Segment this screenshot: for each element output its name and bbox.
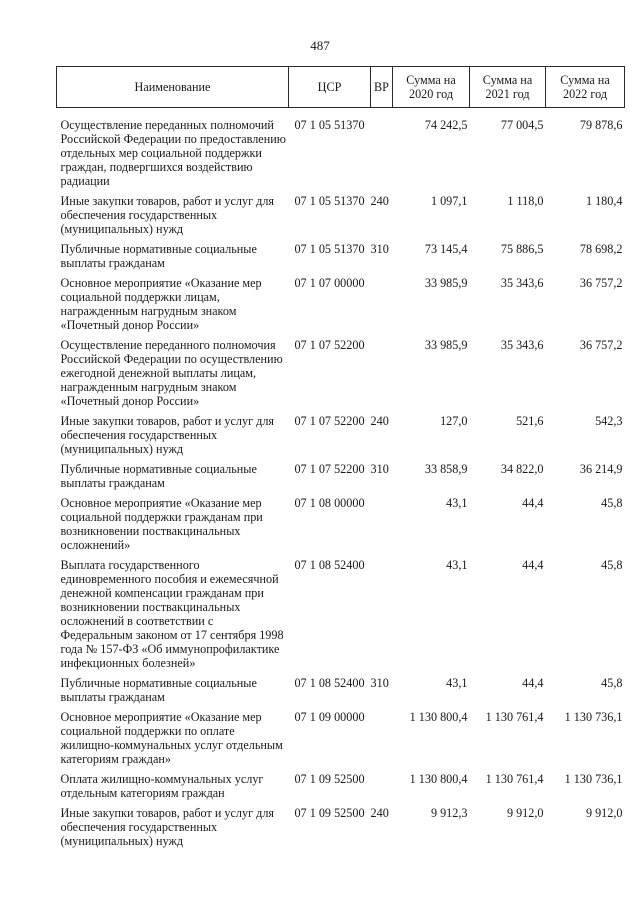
row-vr	[371, 496, 393, 558]
row-2021: 44,4	[522, 496, 544, 510]
row-2020: 33 858,9	[424, 462, 468, 476]
table-body	[57, 108, 625, 855]
row-2022: 78 698,2	[579, 242, 623, 256]
row-name: Публичные нормативные социальные выплаты гражданам	[60, 242, 257, 270]
row-name: Основное мероприятие «Оказание мер социальной поддержки гражданам при возникновении поствакцинальных осложнений»	[60, 496, 263, 552]
row-2022: 1 180,4	[585, 194, 623, 208]
table-row	[57, 496, 625, 558]
row-2020: 127,0	[440, 414, 468, 428]
header-2020: Сумма на 2020 год	[393, 67, 470, 108]
row-vr: 240	[370, 414, 389, 428]
row-csr: 07 1 07 52200	[294, 338, 365, 352]
row-2021: 75 886,5	[500, 242, 544, 256]
row-vr: 310	[370, 676, 389, 690]
row-2020: 1 097,1	[430, 194, 468, 208]
row-2022: 1 130 736,1	[564, 710, 623, 724]
row-2020: 73 145,4	[424, 242, 468, 256]
row-2021: 77 004,5	[500, 118, 544, 132]
row-2022: 9 912,0	[585, 806, 623, 820]
row-2022: 79 878,6	[579, 118, 623, 132]
header-2022: Сумма на 2022 год	[546, 67, 625, 108]
table-row	[57, 806, 625, 854]
row-vr: 310	[370, 462, 389, 476]
row-csr: 07 1 08 52400	[294, 676, 365, 690]
row-2020: 74 242,5	[424, 118, 468, 132]
row-2020: 1 130 800,4	[409, 710, 468, 724]
row-name: Основное мероприятие «Оказание мер социальной поддержки лицам, награжденным нагрудным знаком «Почетный донор России»	[60, 276, 262, 332]
row-vr	[371, 558, 393, 676]
row-csr: 07 1 05 51370	[294, 242, 365, 256]
row-2020: 1 130 800,4	[409, 772, 468, 786]
row-csr: 07 1 09 52500	[294, 806, 365, 820]
table-row	[57, 242, 625, 276]
row-2022: 45,8	[601, 496, 623, 510]
row-2021: 44,4	[522, 558, 544, 572]
row-2020: 9 912,3	[430, 806, 468, 820]
row-csr: 07 1 09 00000	[294, 710, 365, 724]
table-row	[57, 462, 625, 496]
row-csr: 07 1 05 51370	[294, 118, 365, 132]
row-name: Выплата государственного единовременного пособия и ежемесячной денежной компенсации гражданам при возникновении поствакцинальных осложнений в соответствии с Федеральным законом от 17 сентября 1998 года № 157-ФЗ «Об иммунопрофилактике инфекционных болезней»	[60, 558, 284, 670]
row-2021: 35 343,6	[500, 276, 544, 290]
table-header-row	[57, 67, 625, 108]
row-vr	[371, 710, 393, 772]
table-row	[57, 108, 625, 195]
table-row	[57, 276, 625, 338]
header-2021: Сумма на 2021 год	[470, 67, 546, 108]
header-name: Наименование	[57, 67, 289, 108]
row-2020: 43,1	[446, 676, 468, 690]
row-name: Осуществление переданного полномочия Российской Федерации по осуществлению ежегодной денежной выплаты лицам, награжденным нагрудным знаком «Почетный донор России»	[60, 338, 283, 408]
row-name: Основное мероприятие «Оказание мер социальной поддержки по оплате жилищно-коммунальных услуг отдельным категориям граждан»	[60, 710, 283, 766]
header-csr: ЦСР	[289, 67, 371, 108]
row-2020: 43,1	[446, 496, 468, 510]
row-2021: 521,6	[516, 414, 544, 428]
row-csr: 07 1 09 52500	[294, 772, 365, 786]
row-csr: 07 1 07 52200	[294, 462, 365, 476]
row-csr: 07 1 08 00000	[294, 496, 365, 510]
row-name: Оплата жилищно-коммунальных услуг отдельным категориям граждан	[60, 772, 264, 800]
budget-table	[56, 66, 625, 854]
row-name: Иные закупки товаров, работ и услуг для обеспечения государственных (муниципальных) нужд	[60, 806, 275, 848]
table-row	[57, 414, 625, 462]
table-row	[57, 710, 625, 772]
row-2021: 1 130 761,4	[485, 710, 544, 724]
table-row	[57, 194, 625, 242]
row-2022: 36 214,9	[579, 462, 623, 476]
row-2021: 44,4	[522, 676, 544, 690]
table-row	[57, 772, 625, 806]
row-name: Осуществление переданных полномочий Российской Федерации по предоставлению отдельных мер социальной поддержки граждан, подвергшихся воздействию радиации	[60, 118, 286, 188]
row-name: Иные закупки товаров, работ и услуг для обеспечения государственных (муниципальных) нужд	[60, 194, 275, 236]
row-2020: 33 985,9	[424, 338, 468, 352]
row-vr	[371, 772, 393, 806]
row-csr: 07 1 08 52400	[294, 558, 365, 572]
row-vr: 240	[370, 806, 389, 820]
row-vr: 240	[370, 194, 389, 208]
row-2022: 45,8	[601, 676, 623, 690]
row-2021: 9 912,0	[506, 806, 544, 820]
row-2022: 45,8	[601, 558, 623, 572]
row-vr	[371, 276, 393, 338]
row-2022: 1 130 736,1	[564, 772, 623, 786]
row-vr	[371, 108, 393, 195]
row-csr: 07 1 07 52200	[294, 414, 365, 428]
table-row	[57, 338, 625, 414]
table-row	[57, 676, 625, 710]
row-2021: 1 118,0	[507, 194, 544, 208]
row-name: Публичные нормативные социальные выплаты гражданам	[60, 462, 257, 490]
row-2020: 33 985,9	[424, 276, 468, 290]
header-vr: ВР	[371, 67, 393, 108]
row-2022: 36 757,2	[579, 276, 623, 290]
row-2020: 43,1	[446, 558, 468, 572]
row-vr: 310	[370, 242, 389, 256]
row-csr: 07 1 05 51370	[294, 194, 365, 208]
row-name: Иные закупки товаров, работ и услуг для обеспечения государственных (муниципальных) нужд	[60, 414, 275, 456]
row-csr: 07 1 07 00000	[294, 276, 365, 290]
row-2022: 36 757,2	[579, 338, 623, 352]
row-name: Публичные нормативные социальные выплаты гражданам	[60, 676, 257, 704]
row-2021: 35 343,6	[500, 338, 544, 352]
row-2021: 34 822,0	[500, 462, 544, 476]
table-row	[57, 558, 625, 676]
row-2022: 542,3	[595, 414, 623, 428]
page-number: 487	[310, 38, 330, 53]
row-2021: 1 130 761,4	[485, 772, 544, 786]
row-vr	[371, 338, 393, 414]
